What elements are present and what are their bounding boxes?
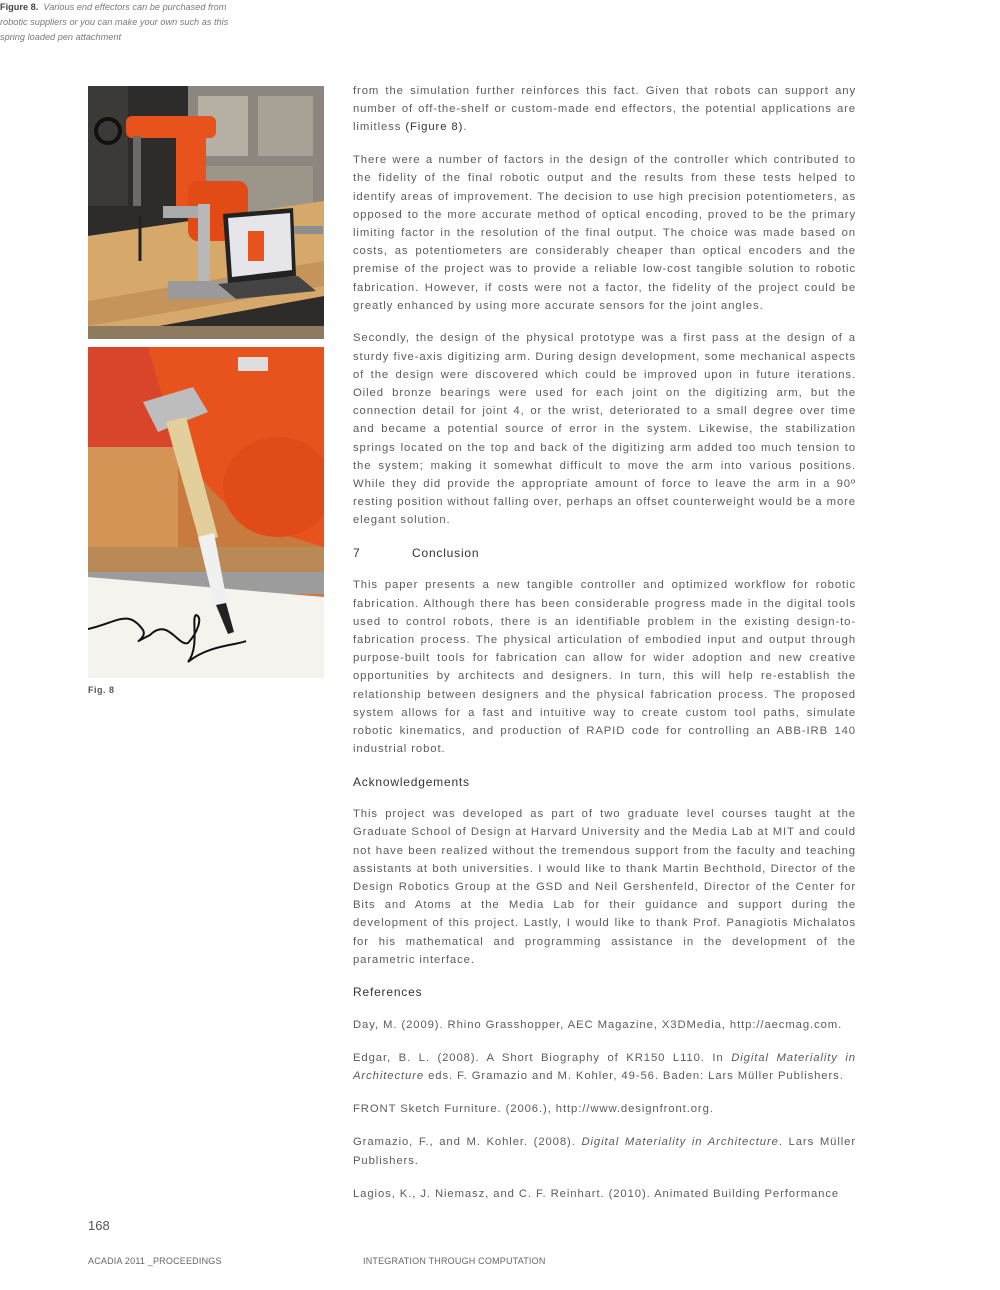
reference-4-title: Digital Materiality in Architecture — [581, 1136, 779, 1149]
reference-3: FRONT Sketch Furniture. (2006.), http://www.designfront.org. — [353, 1103, 714, 1116]
paragraph-acknowledgements: This project was developed as part of two graduate level courses taught at the Graduate School of Design at Harvard University and the Media Lab at MIT and could not have been realized without the tremendous support from the faculty and teaching assistants at both universities. I would like to thank Martin Bechthold, Director of the Design Robotics Group at the GSD and Neil Gershenfeld, Director of the Center for Bits and Atoms at the Media Lab for their guidance and support during the development of this project. Lastly, I would like to thank Prof. Panagiotis Michalatos for his mathematical and programming assistance in the development of the parametric interface. — [353, 808, 856, 966]
reference-4 — [353, 1133, 856, 1169]
paragraph-1 — [353, 82, 856, 137]
paragraph-1-text: from the simulation further reinforces this fact. Given that robots can support any number of off-the-shelf or custom-made end effectors, the potential applications are limitless — [353, 85, 856, 134]
robot-workbench-illustration — [88, 86, 324, 339]
reference-5: Lagios, K., J. Niemasz, and C. F. Reinhart. (2010). Animated Building Performance — [353, 1187, 840, 1200]
paragraph-3: Secondly, the design of the physical prototype was a first pass at the design of a sturdy five-axis digitizing arm. During design development, some mechanical aspects of the design were discovered which could be improved upon in future iterations. Oiled bronze bearings were used for each joint on the digitizing arm, but the connection detail for joint 4, or the wrist, deteriorated to a small degree over time and became a potential source of error in the system. Likewise, the stabilization springs located on the top and back of the digitizing arm added too much tension to the system; making it somewhat difficult to move the arm into various positions. While they did provide the appropriate amount of force to leave the arm in a 90º resting position without falling over, perhaps an offset counterweight would be a more elegant solution. — [353, 332, 856, 527]
section-heading-conclusion — [353, 544, 856, 562]
footer-section-title: INTEGRATION THROUGH COMPUTATION — [363, 1256, 546, 1266]
figure-caption — [0, 0, 240, 45]
reference-4-publisher: . Lars Müller Publishers. — [353, 1136, 856, 1167]
figure-8-photo-pen-attachment — [88, 347, 324, 678]
footer-proceedings: ACADIA 2011 _PROCEEDINGS — [88, 1256, 222, 1266]
section-title: Conclusion — [412, 546, 480, 561]
figure-8-photo-robot-workbench — [88, 86, 324, 339]
references-heading: References — [353, 985, 423, 1000]
paragraph-2: There were a number of factors in the design of the controller which contributed to the fidelity of the final robotic output and the results from these tests helped to identify areas of improvement. The decision to use high precision potentiometers, as opposed to the more accurate method of optical encoding, proved to be the primary limiting factor in the resolution of the final output. The choice was made based on costs, as potentiometers are considerably cheaper than optical encoders and the premise of the project was to provide a reliable low-cost tangible solution to robotic fabrication. However, if costs were not a factor, the fidelity of the project could be greatly enhanced by using more accurate sensors for the joint angles. — [353, 154, 856, 312]
figure-caption-text: Various end effectors can be purchased from robotic suppliers or you can make your own such as this spring loaded pen attachment — [0, 2, 229, 42]
reference-2 — [353, 1049, 856, 1085]
paragraph-conclusion: This paper presents a new tangible controller and optimized workflow for robotic fabrication. Although there has been considerable progress made in the digital tools used to control robots, there is an identifiable problem in the existing design-to-fabrication process. The physical articulation of embodied input and output through purpose-built tools for fabrication can allow for wider adoption and new creative opportunities by architects and designers. In turn, this will help re-establish the relationship between designers and the physical fabrication process. The proposed system allows for a fast and intuitive way to create custom tool paths, simulate robotic kinematics, and production of RAPID code for controlling an ABB-IRB 140 industrial robot. — [353, 579, 856, 756]
reference-4-text: Gramazio, F., and M. Kohler. (2008). — [353, 1136, 582, 1149]
acknowledgements-heading: Acknowledgements — [353, 774, 470, 789]
figure-reference-link[interactable]: (Figure 8) — [405, 121, 464, 134]
main-text-column — [353, 82, 856, 1218]
reference-1: Day, M. (2009). Rhino Grasshopper, AEC Magazine, X3DMedia, http://aecmag.com. — [353, 1018, 843, 1031]
section-number: 7 — [353, 546, 361, 561]
reference-2-text: Edgar, B. L. (2008). A Short Biography of KR150 L110. In — [353, 1051, 732, 1064]
figure-caption-label: Figure 8. — [0, 2, 39, 12]
figure-label-small: Fig. 8 — [88, 685, 115, 695]
page-number: 168 — [88, 1218, 110, 1233]
reference-2-title: Digital Materiality in Architecture — [353, 1051, 856, 1083]
reference-2-publisher: eds. F. Gramazio and M. Kohler, 49-56. Baden: Lars Müller Publishers. — [424, 1070, 844, 1083]
paragraph-1-end: . — [463, 121, 468, 134]
pen-attachment-illustration — [88, 347, 324, 678]
